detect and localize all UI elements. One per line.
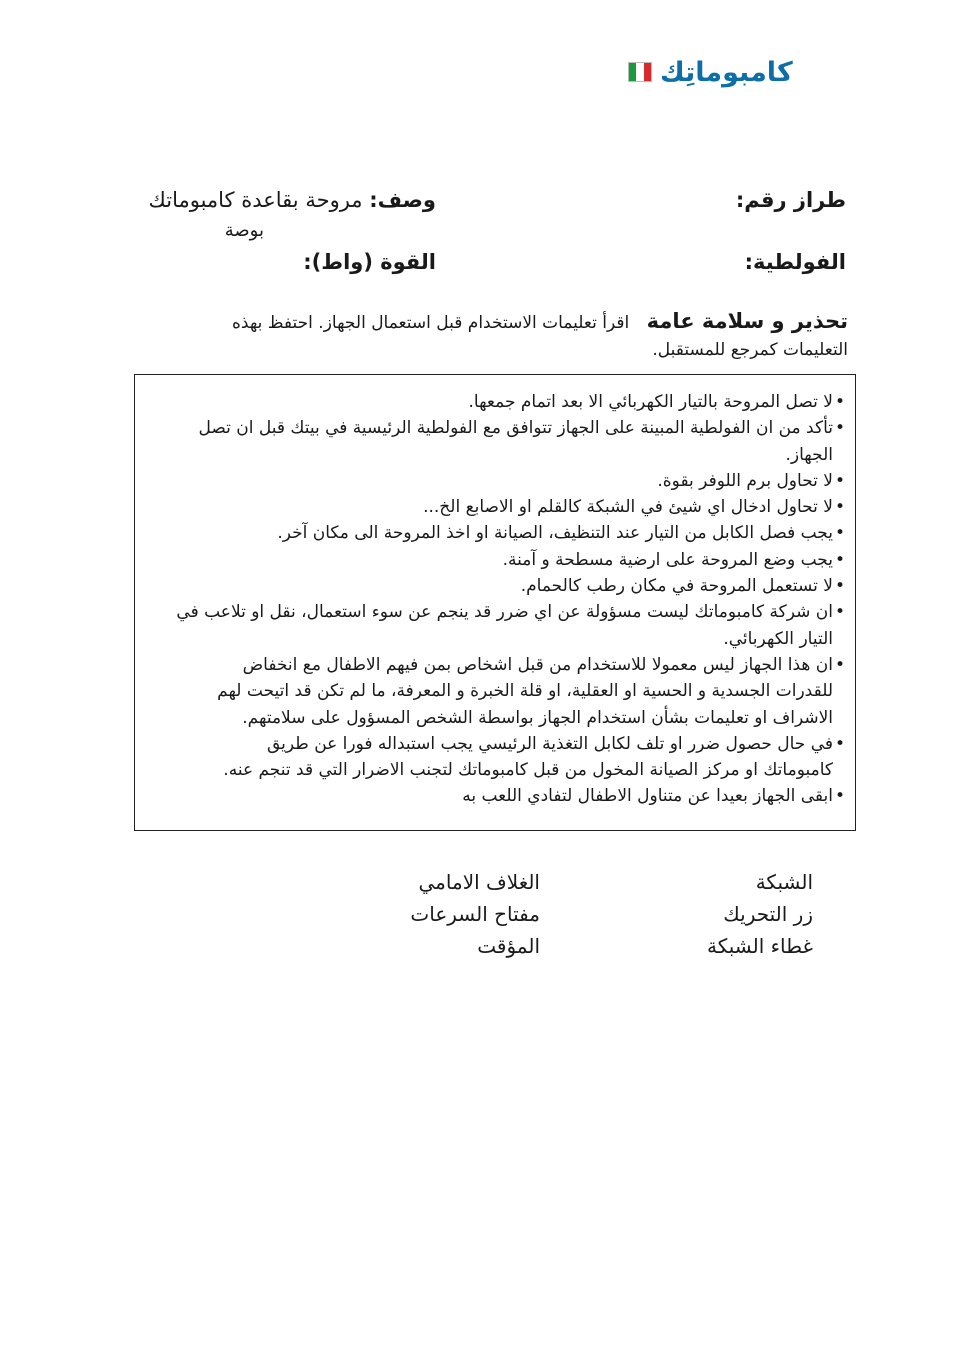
part-label: الغلاف الامامي	[418, 870, 540, 894]
part-label: غطاء الشبكة	[706, 934, 813, 958]
safety-item: • لا تحاول ادخال اي شيئ في الشبكة كالقلم او الاصابع الخ...	[155, 494, 845, 520]
safety-item: • ان هذا الجهاز ليس معمولا للاستخدام من قبل اشخاص بمن فيهم الاطفال مع انخفاض للقدرات الجسدية و الحسية او العقلية، او قلة الخبرة و المعرفة، ما لم تكن قد اتيحت لهم الاشراف او تعليمات بشأن استخدام الجهاز بواسطة الشخص المسؤول على سلامتهم.	[155, 652, 845, 731]
parts-list-left	[360, 866, 540, 962]
brand-logo	[628, 56, 898, 88]
safety-item: • لا تصل المروحة بالتيار الكهربائي الا بعد اتمام جمعها.	[155, 389, 845, 415]
part-label: زر التحريك	[723, 902, 813, 926]
voltage-label: الفولطية:	[744, 250, 846, 274]
voltage	[745, 250, 846, 274]
description-value: مروحة بقاعدة كامبوماتك	[148, 188, 363, 212]
part-label: مفتاح السرعات	[410, 902, 540, 926]
safety-item: • لا تستعمل المروحة في مكان رطب كالحمام.	[155, 573, 845, 599]
model-number	[736, 188, 846, 212]
safety-box	[134, 374, 856, 831]
part-label: المؤقت	[477, 934, 540, 958]
safety-item: • لا تحاول برم اللوفر بقوة.	[155, 468, 845, 494]
italian-flag-icon	[628, 62, 652, 82]
safety-item: • ان شركة كامبوماتك ليست مسؤولة عن اي ضرر قد ينجم عن سوء استعمال، نقل او تلاعب في التيار الكهربائي.	[155, 599, 845, 652]
part-label: الشبكة	[755, 870, 813, 894]
safety-item: • ابقى الجهاز بعيدا عن متناول الاطفال لتفادي اللعب به	[155, 783, 845, 809]
flag-stripe	[629, 63, 636, 81]
power-label: القوة (واط):	[303, 250, 436, 274]
flag-stripe	[636, 63, 643, 81]
warning-text: اقرأ تعليمات الاستخدام قبل استعمال الجهاز. احتفظ بهذه التعليمات كمرجع للمستقبل.	[231, 313, 848, 360]
safety-item: • تأكد من ان الفولطية المبينة على الجهاز تتوافق مع الفولطية الرئيسية في بيتك قبل ان تصل الجهاز.	[155, 415, 845, 468]
safety-list	[155, 375, 845, 810]
brand-name: كامبوماتِك	[660, 56, 793, 88]
power	[303, 250, 436, 274]
model-label: طراز رقم:	[735, 188, 846, 212]
warning-section	[168, 308, 848, 364]
warning-title: تحذير و سلامة عامة	[646, 309, 848, 333]
safety-item: • يجب وضع المروحة على ارضية مسطحة و آمنة.	[155, 547, 845, 573]
description	[149, 188, 436, 212]
description-label: وصف:	[369, 188, 436, 212]
safety-item: • يجب فصل الكابل من التيار عند التنظيف، الصيانة او اخذ المروحة الى مكان آخر.	[155, 520, 845, 546]
parts-list-right	[653, 866, 813, 962]
flag-stripe	[644, 63, 651, 81]
description-sub: بوصة	[224, 220, 264, 241]
safety-item: • في حال حصول ضرر او تلف لكابل التغذية الرئيسي يجب استبداله فورا عن طريق كامبوماتك او مركز الصيانة المخول من قبل كامبوماتك لتجنب الاضرار التي قد تنجم عنه.	[155, 731, 845, 784]
